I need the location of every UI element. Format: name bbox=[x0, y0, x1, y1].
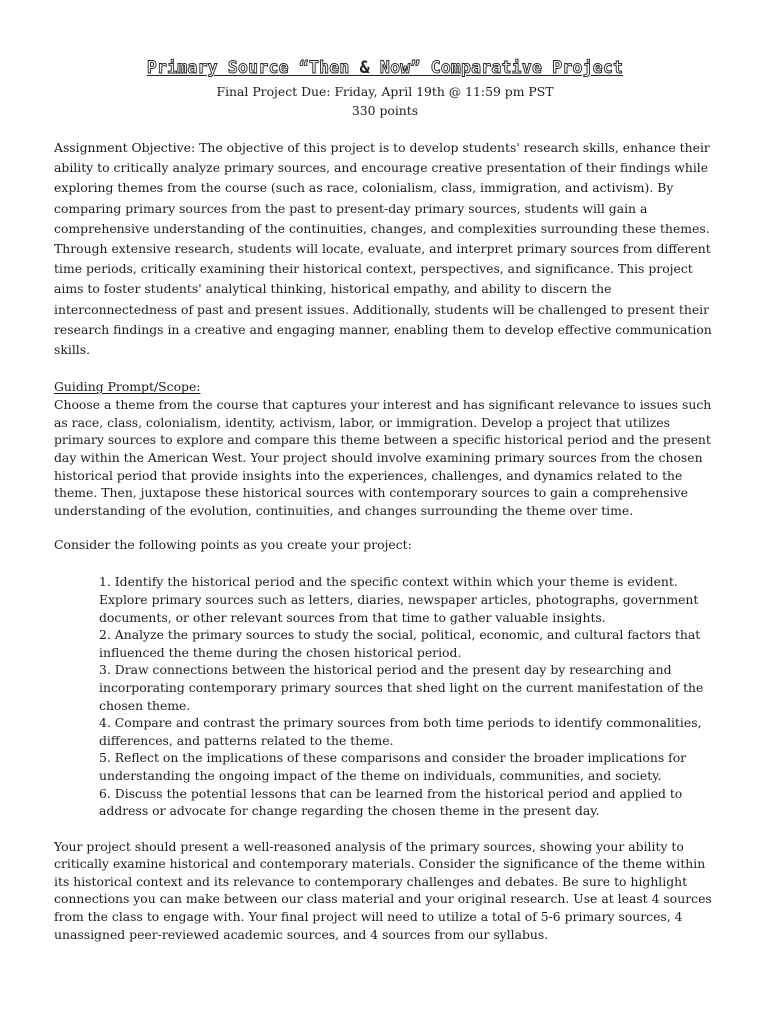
list-item: 2. Analyze the primary sources to study the social, political, economic, and cultural factors that influenced the theme during the chosen historical period. bbox=[99, 627, 701, 660]
list-item: 5. Reflect on the implications of these comparisons and consider the broader implications for understanding the ongoing impact of the theme on individuals, communities, and society. bbox=[99, 750, 687, 783]
list-item: 1. Identify the historical period and the specific context within which your theme is evident. Explore primary sources such as letters, diaries, newspaper articles, photographs, government documents, or other relevant sources from that time to gather valuable insights. bbox=[99, 574, 699, 625]
guiding-prompt-heading: Guiding Prompt/Scope: bbox=[54, 379, 201, 395]
consider-intro: Consider the following points as you create your project: bbox=[54, 537, 412, 553]
closing-paragraph: Your project should present a well-reasoned analysis of the primary sources, showing your ability to critically examine historical and contemporary materials. Consider the significance of the theme within its historical context and its relevance to contemporary challenges and debates. Be sure to highlight connections you can make between our class material and your original research. Use at least 4 sources from the class to engage with. Your final project will need to utilize a total of 5-6 primary sources, 4 unassigned peer-reviewed academic sources, and 4 sources from our syllabus. bbox=[54, 838, 712, 942]
title-ampersand: & bbox=[359, 58, 370, 77]
document-page bbox=[54, 57, 716, 943]
assignment-objective: Assignment Objective: The objective of this project is to develop students' research skills, enhance their ability to critically analyze primary sources, and encourage creative presentation of their findings while exploring themes from the course (such as race, colonialism, class, immigration, and activism). By comparing primary sources from the past to present-day primary sources, students will gain a comprehensive understanding of the continuities, changes, and complexities surrounding these themes. Through extensive research, students will locate, evaluate, and interpret primary sources from different time periods, critically examining their historical context, perspectives, and significance. This project aims to foster students' analytical thinking, historical empathy, and ability to discern the interconnectedness of past and present issues. Additionally, students will be challenged to present their research findings in a creative and engaging manner, enabling them to develop effective communication skills. bbox=[54, 140, 712, 358]
list-item: 3. Draw connections between the historical period and the present day by researching and incorporating contemporary primary sources that shed light on the current manifestation of the chosen theme. bbox=[99, 662, 704, 713]
document-title bbox=[54, 57, 716, 79]
list-item: 4. Compare and contrast the primary sources from both time periods to identify commonalities, differences, and patterns related to the theme. bbox=[99, 715, 702, 748]
list-item: 6. Discuss the potential lessons that can be learned from the historical period and applied to address or advocate for change regarding the chosen theme in the present day. bbox=[99, 785, 683, 819]
guiding-prompt-text: Choose a theme from the course that captures your interest and has significant relevance to issues such as race, class, colonialism, identity, activism, labor, or immigration. Develop a project that utilizes primary sources to explore and compare this theme between a specific historical period and the present day within the American West. Your project should involve examining primary sources from the chosen historical period that provide insights into the experiences, challenges, and dynamics related to the theme. Then, juxtapose these historical sources with contemporary sources to gain a comprehensive understanding of the evolution, continuities, and changes surrounding the theme over time. bbox=[54, 397, 712, 518]
title-part-2: Now” Comparative Project bbox=[369, 58, 624, 77]
title-part-1: Primary Source “Then bbox=[146, 58, 360, 77]
consider-points-list bbox=[99, 573, 716, 819]
points-total: 330 points bbox=[351, 103, 419, 118]
due-date: Final Project Due: Friday, April 19th @ 11:59 pm PST bbox=[216, 84, 554, 99]
